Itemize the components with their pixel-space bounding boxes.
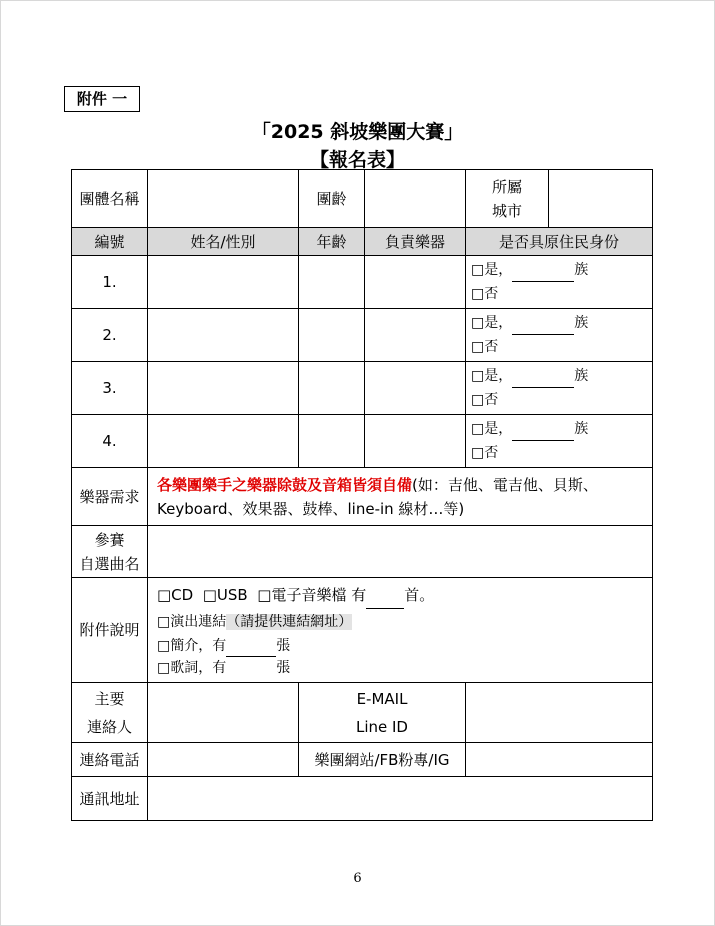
indigenous-options bbox=[466, 256, 653, 309]
band-name-label: 團體名稱 bbox=[72, 170, 148, 228]
video-link-note: （請提供連結網址） bbox=[226, 614, 353, 630]
main-contact-label-line2: 連絡人 bbox=[86, 717, 132, 736]
member-name-field[interactable] bbox=[148, 309, 299, 362]
website-field[interactable] bbox=[466, 743, 653, 777]
attachment-label: 附件 一 bbox=[64, 86, 140, 112]
equipment-row bbox=[72, 468, 653, 526]
member-row bbox=[72, 309, 653, 362]
song-label bbox=[72, 526, 148, 578]
intro-checkbox[interactable]: □簡介，有 bbox=[157, 638, 227, 654]
member-age-field[interactable] bbox=[299, 309, 365, 362]
usb-checkbox[interactable]: □USB bbox=[202, 586, 248, 604]
member-name-field[interactable] bbox=[148, 362, 299, 415]
tribe-blank[interactable] bbox=[512, 263, 574, 282]
equipment-note bbox=[148, 468, 653, 526]
phone-label: 連絡電話 bbox=[72, 743, 148, 777]
member-name-field[interactable] bbox=[148, 256, 299, 309]
member-row bbox=[72, 362, 653, 415]
address-row bbox=[72, 777, 653, 821]
member-number: 4. bbox=[72, 415, 148, 468]
indigenous-options bbox=[466, 362, 653, 415]
cd-checkbox[interactable]: □CD bbox=[157, 586, 194, 604]
col-age: 年齡 bbox=[299, 228, 365, 256]
lyrics-checkbox[interactable]: □歌詞，有 bbox=[157, 660, 227, 676]
indigenous-no-checkbox[interactable]: □否 bbox=[471, 286, 499, 302]
line-id-label: Line ID bbox=[355, 717, 408, 736]
tribe-blank[interactable] bbox=[512, 369, 574, 388]
city-field[interactable] bbox=[549, 170, 653, 228]
member-row bbox=[72, 256, 653, 309]
attachments-options bbox=[148, 578, 653, 683]
equipment-label: 樂器需求 bbox=[72, 468, 148, 526]
website-label: 樂團網站/FB粉專/IG bbox=[299, 743, 466, 777]
tribe-label: 族 bbox=[574, 315, 589, 331]
band-info-row bbox=[72, 170, 653, 228]
main-contact-label-line1: 主要 bbox=[94, 689, 125, 708]
address-label: 通訊地址 bbox=[72, 777, 148, 821]
song-label-line1: 參賽 bbox=[94, 530, 125, 549]
city-label-line2: 城市 bbox=[491, 201, 522, 220]
city-label bbox=[466, 170, 549, 228]
member-row bbox=[72, 415, 653, 468]
registration-form-table bbox=[71, 169, 653, 821]
song-field[interactable] bbox=[148, 526, 653, 578]
member-instrument-field[interactable] bbox=[365, 415, 466, 468]
band-name-field[interactable] bbox=[148, 170, 299, 228]
indigenous-no-checkbox[interactable]: □否 bbox=[471, 392, 499, 408]
song-row bbox=[72, 526, 653, 578]
col-instrument: 負責樂器 bbox=[365, 228, 466, 256]
col-number: 編號 bbox=[72, 228, 148, 256]
intro-count-blank[interactable] bbox=[226, 638, 276, 657]
form-title: 「2025 斜坡樂團大賽」 bbox=[251, 121, 464, 143]
member-instrument-field[interactable] bbox=[365, 362, 466, 415]
phone-row bbox=[72, 743, 653, 777]
video-link-checkbox[interactable]: □演出連結 bbox=[157, 614, 227, 630]
song-count-unit: 首。 bbox=[404, 586, 435, 604]
tribe-label: 族 bbox=[574, 421, 589, 437]
equipment-note-examples: (如：吉他、電吉他、貝斯、 bbox=[412, 475, 598, 494]
email-line-field[interactable] bbox=[466, 683, 653, 743]
indigenous-options bbox=[466, 415, 653, 468]
member-number: 3. bbox=[72, 362, 148, 415]
song-label-line2: 自選曲名 bbox=[79, 554, 140, 573]
city-label-line1: 所屬 bbox=[491, 177, 522, 196]
band-age-field[interactable] bbox=[365, 170, 466, 228]
main-contact-field[interactable] bbox=[148, 683, 299, 743]
member-number: 1. bbox=[72, 256, 148, 309]
member-header-row bbox=[72, 228, 653, 256]
indigenous-yes-checkbox[interactable]: □是， bbox=[471, 421, 513, 437]
member-age-field[interactable] bbox=[299, 415, 365, 468]
phone-field[interactable] bbox=[148, 743, 299, 777]
member-instrument-field[interactable] bbox=[365, 256, 466, 309]
attachments-label: 附件說明 bbox=[72, 578, 148, 683]
tribe-blank[interactable] bbox=[512, 422, 574, 441]
main-contact-label bbox=[72, 683, 148, 743]
tribe-label: 族 bbox=[574, 368, 589, 384]
band-age-label: 團齡 bbox=[299, 170, 365, 228]
member-instrument-field[interactable] bbox=[365, 309, 466, 362]
song-count-blank[interactable] bbox=[366, 590, 404, 609]
digital-file-checkbox[interactable]: □電子音樂檔 有 bbox=[257, 586, 367, 604]
member-name-field[interactable] bbox=[148, 415, 299, 468]
indigenous-options bbox=[466, 309, 653, 362]
page-number: 6 bbox=[353, 871, 362, 886]
col-indigenous: 是否具原住民身份 bbox=[466, 228, 653, 256]
main-contact-row bbox=[72, 683, 653, 743]
col-name-gender: 姓名/性別 bbox=[148, 228, 299, 256]
email-label: E-MAIL bbox=[356, 689, 408, 708]
indigenous-yes-checkbox[interactable]: □是， bbox=[471, 368, 513, 384]
equipment-note-emphasis: 各樂團樂手之樂器除鼓及音箱皆須自備 bbox=[157, 475, 413, 494]
indigenous-no-checkbox[interactable]: □否 bbox=[471, 339, 499, 355]
tribe-label: 族 bbox=[574, 262, 589, 278]
intro-unit: 張 bbox=[276, 638, 291, 654]
indigenous-yes-checkbox[interactable]: □是， bbox=[471, 315, 513, 331]
member-age-field[interactable] bbox=[299, 362, 365, 415]
lyrics-unit: 張 bbox=[276, 660, 291, 676]
member-age-field[interactable] bbox=[299, 256, 365, 309]
address-field[interactable] bbox=[148, 777, 653, 821]
equipment-note-examples-2: Keyboard、效果器、鼓棒、line-in 線材…等) bbox=[157, 499, 465, 518]
indigenous-no-checkbox[interactable]: □否 bbox=[471, 445, 499, 461]
attachments-row bbox=[72, 578, 653, 683]
form-subtitle: 【報名表】 bbox=[309, 149, 405, 171]
indigenous-yes-checkbox[interactable]: □是， bbox=[471, 262, 513, 278]
member-number: 2. bbox=[72, 309, 148, 362]
tribe-blank[interactable] bbox=[512, 316, 574, 335]
email-line-label bbox=[299, 683, 466, 743]
